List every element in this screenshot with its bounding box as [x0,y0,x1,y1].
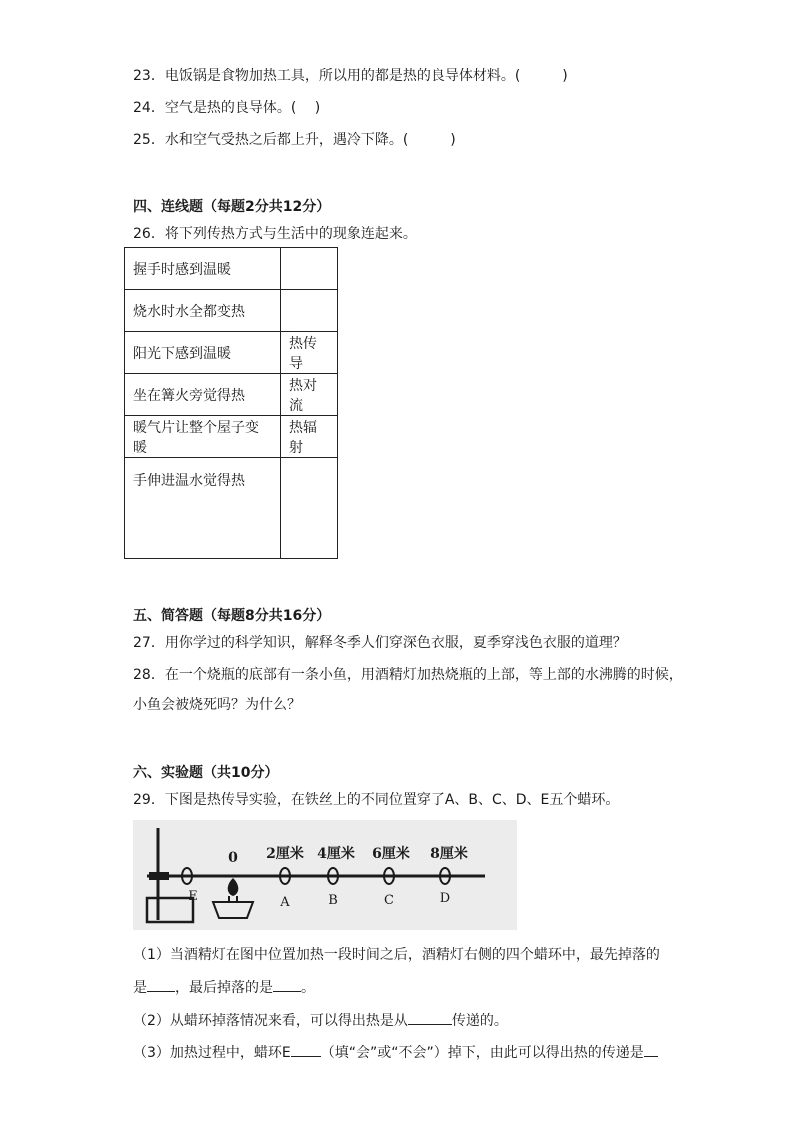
method-cell: 热传导 [281,332,338,374]
phenomenon-cell: 阳光下感到温暖 [125,332,281,374]
label-c: C [384,893,394,908]
sub2-text-a: （2）从蜡环掉落情况来看，可以得出热是从 [133,1013,408,1029]
method-cell: 热辐射 [281,416,338,458]
answer-blank[interactable] [147,977,175,992]
section-6-heading: 六、实验题（共10分） [133,765,279,781]
matching-table [124,247,338,559]
method-cell [281,458,338,559]
sub1-text-b: ，最后掉落的是 [175,980,273,996]
label-4cm: 4厘米 [317,846,355,862]
sub-question-2 [133,1010,508,1030]
sub-question-1-line1: （1）当酒精灯在图中位置加热一段时间之后，酒精灯右侧的四个蜡环中，最先掉落的 [133,947,660,963]
table-row [125,248,338,290]
table-row [125,458,338,559]
heat-conduction-figure [133,820,517,930]
label-e: E [188,889,198,904]
section-4-heading: 四、连线题（每题2分共12分） [133,199,331,215]
method-cell: 热对流 [281,374,338,416]
label-a: A [280,895,290,910]
question-28-line2: 小鱼会被烧死吗？为什么？ [133,697,301,713]
flame [228,878,239,896]
phenomenon-cell: 手伸进温水觉得热 [125,458,281,559]
question-29: 29．下图是热传导实验，在铁丝上的不同位置穿了A、B、C、D、E五个蜡环。 [133,792,620,808]
section-5-heading: 五、简答题（每题8分共16分） [133,608,331,624]
phenomenon-cell: 握手时感到温暖 [125,248,281,290]
question-23: 23．电饭锅是食物加热工具，所以用的都是热的良导体材料。( ) [133,68,568,84]
sub1-text-c: 。 [301,980,315,996]
table-row [125,374,338,416]
table-row [125,416,338,458]
sub1-text-a: 是 [133,980,147,996]
label-d: D [439,891,451,906]
phenomenon-cell: 烧水时水全都变热 [125,290,281,332]
sub-question-3 [133,1042,658,1062]
label-0: 0 [228,850,238,866]
stand-base [147,898,193,922]
answer-blank[interactable] [273,977,301,992]
table-row [125,332,338,374]
alcohol-lamp [213,902,253,918]
label-2cm: 2厘米 [266,846,304,862]
sub2-text-b: 传递的。 [451,1013,508,1029]
question-24: 24．空气是热的良导体。( ) [133,100,321,116]
sub3-text-b: （填“会”或“不会”）掉下，由此可以得出热的传递是 [320,1045,644,1061]
label-6cm: 6厘米 [372,846,410,862]
phenomenon-cell: 坐在篝火旁觉得热 [125,374,281,416]
method-cell [281,248,338,290]
experiment-diagram [133,820,517,930]
sub3-text-a: （3）加热过程中，蜡环E [133,1045,291,1061]
answer-blank[interactable] [408,1010,452,1025]
sub-question-1-line2 [133,977,315,997]
label-8cm: 8厘米 [430,846,468,862]
label-b: B [328,893,338,908]
table-row [125,290,338,332]
method-cell [281,290,338,332]
answer-blank[interactable] [644,1042,658,1057]
question-28-line1: 28．在一个烧瓶的底部有一条小鱼，用酒精灯加热烧瓶的上部，等上部的水沸腾的时候， [133,667,683,683]
question-25: 25．水和空气受热之后都上升，遇冷下降。( ) [133,132,456,148]
answer-blank[interactable] [291,1042,321,1057]
phenomenon-cell: 暖气片让整个屋子变暖 [125,416,281,458]
question-27: 27．用你学过的科学知识，解释冬季人们穿深色衣服，夏季穿浅色衣服的道理？ [133,635,627,651]
question-26: 26．将下列传热方式与生活中的现象连起来。 [133,226,417,242]
